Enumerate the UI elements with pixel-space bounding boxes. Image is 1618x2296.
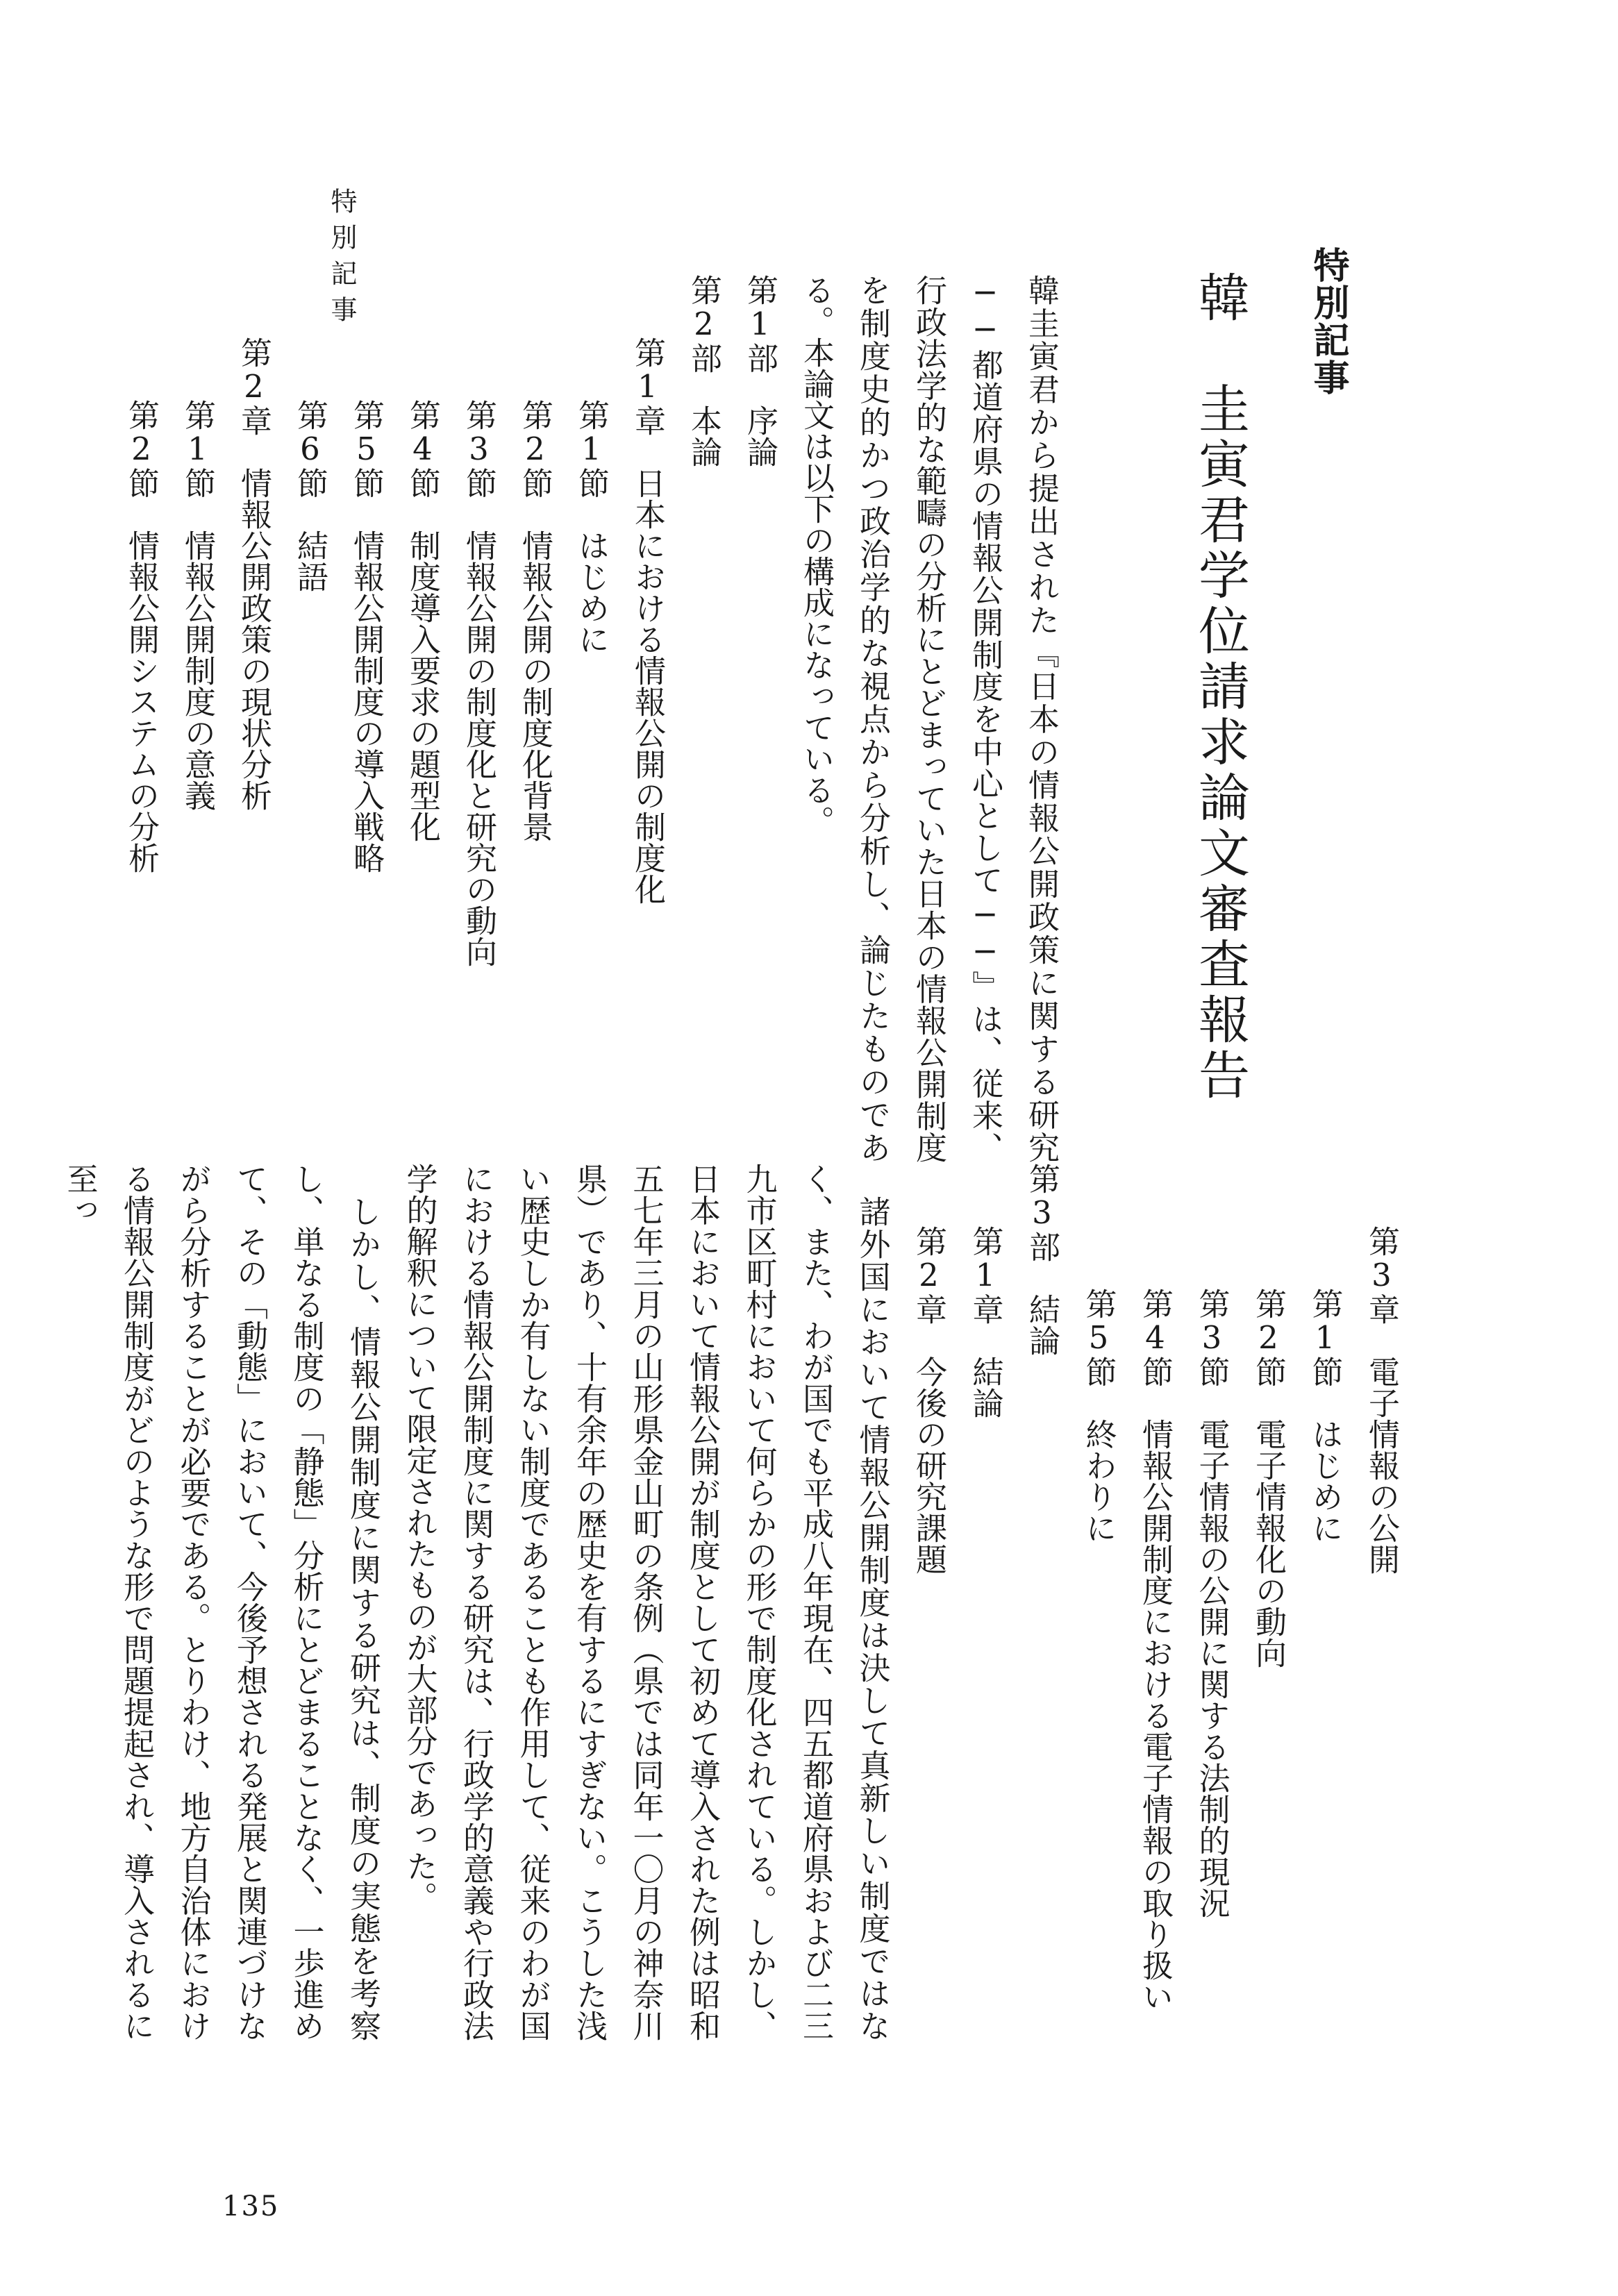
toc-entry: 第2節 電子情報化の動向 bbox=[1250, 1288, 1287, 1668]
toc-entry: 第2節 情報公開システムの分析 bbox=[123, 399, 160, 873]
body-paragraph: しかし、情報公開制度に関する研究は、制度の実態を考察し、単なる制度の「静態」分析にとどまることなく、一歩進めて、その「動態」において、今後予想される発展と関連づけながら分析することが必要である。とりわけ、地方自治体における情報公開制度がどのような形で問題提起され、導入されるに至っ bbox=[61, 1163, 381, 2041]
body-paragraph: 諸外国において情報公開制度は決して真新しい制度ではなく、また、わが国でも平成八年現在、四五都道府県および二三九市区町村において何らかの形で制度化されている。しかし、日本において情報公開が制度として初めて導入された例は昭和五七年三月の山形県金山町の条例（県では同年一〇月の神奈川県）であり、十有余年の歴史を有するにすぎない。こうした浅い歴史しか有しない制度であることも作用して、従来のわが国における情報公開制度に関する研究は、行政学的意義や行政法学的解釈について限定されたものが大部分であった。 bbox=[401, 1163, 891, 2041]
toc-entry: 第1章 結論 bbox=[967, 1225, 1004, 1418]
title-text: 学位請求論文審査報告 bbox=[1190, 548, 1250, 1104]
toc-entry: 第5節 終わりに bbox=[1080, 1288, 1117, 1543]
toc-entry: 第3部 結論 bbox=[1024, 1163, 1060, 1356]
toc-entry: 第4節 制度導入要求の題型化 bbox=[404, 399, 441, 842]
toc-entry: 第2章 情報公開政策の現状分析 bbox=[235, 337, 272, 811]
page-title bbox=[1183, 271, 1257, 1104]
toc-entry: 第3章 電子情報の公開 bbox=[1363, 1225, 1400, 1575]
page-number: 135 bbox=[222, 2190, 280, 2222]
toc-entry: 第3節 情報公開の制度化と研究の動向 bbox=[460, 399, 497, 967]
upper-text-block bbox=[113, 274, 1069, 1163]
title-author: 韓 圭寅君 bbox=[1190, 271, 1250, 548]
toc-entry: 第2章 今後の研究課題 bbox=[910, 1225, 947, 1575]
toc-entry: 第3節 電子情報の公開に関する法制的現況 bbox=[1193, 1288, 1231, 1918]
toc-entry: 第2節 情報公開の制度化背景 bbox=[517, 399, 553, 842]
toc-entry: 第1節 はじめに bbox=[573, 399, 610, 655]
intro-paragraph: 韓圭寅君から提出された『日本の情報公開政策に関する研究──都道府県の情報公開制度を中心として──』は、従来、行政法学的な範疇の分析にとどまっていた日本の情報公開制度を制度史的かつ政治学的な視点から分析し、論じたものである。本論文は以下の構成になっている。 bbox=[798, 274, 1060, 1163]
toc-entry: 第1章 日本における情報公開の制度化 bbox=[629, 337, 666, 905]
toc-entry: 第4節 情報公開制度における電子情報の取り扱い bbox=[1137, 1288, 1174, 2012]
toc-entry: 第6節 結語 bbox=[292, 399, 328, 592]
toc-entry: 第2部 本論 bbox=[685, 274, 722, 467]
toc-entry: 第5節 情報公開制度の導入戦略 bbox=[348, 399, 385, 873]
lower-text-block bbox=[51, 1163, 1410, 2041]
toc-entry: 第1節 はじめに bbox=[1306, 1288, 1344, 1543]
running-head: 特別記事 bbox=[326, 187, 357, 332]
toc-entry: 第1部 序論 bbox=[742, 274, 778, 467]
section-label: 特別記事 bbox=[1307, 246, 1349, 396]
toc-entry: 第1節 情報公開制度の意義 bbox=[179, 399, 216, 811]
